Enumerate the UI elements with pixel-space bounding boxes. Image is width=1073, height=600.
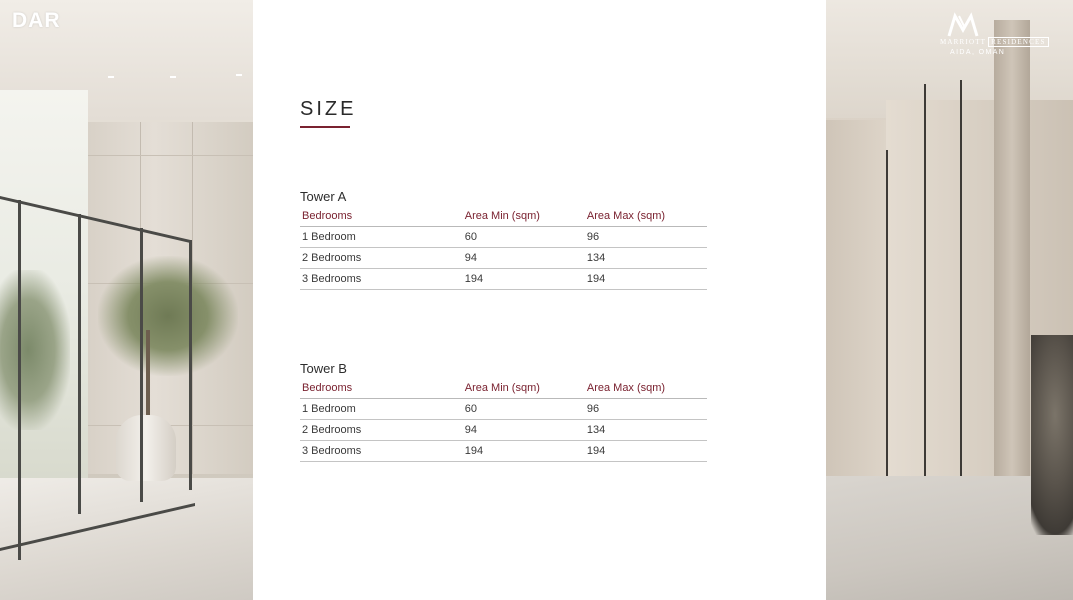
table-cell: 134: [585, 248, 707, 269]
table-cell: 60: [463, 227, 585, 248]
panel-seam: [924, 84, 926, 494]
table-row: [300, 227, 707, 248]
tower-b-title: Tower B: [300, 361, 347, 376]
marriott-residences-logo: [940, 10, 1068, 60]
olive-tree: [98, 256, 238, 376]
column-header: Bedrooms: [300, 206, 463, 227]
glass-railing-post: [18, 200, 21, 560]
column-header: Area Min (sqm): [463, 206, 585, 227]
right-interior-photo: [826, 0, 1073, 600]
page-title: SIZE: [300, 98, 357, 120]
column: [994, 20, 1030, 520]
outdoor-greenery: [0, 270, 70, 430]
table-cell: 2 Bedrooms: [300, 248, 463, 269]
table-row: [300, 248, 707, 269]
table-cell: 94: [463, 420, 585, 441]
planter-vase: [116, 415, 176, 481]
ceiling-light: [108, 76, 114, 78]
title-underline: [300, 126, 350, 128]
glass-railing-post: [78, 214, 81, 514]
ceiling-light: [236, 74, 242, 76]
table-cell: 3 Bedrooms: [300, 441, 463, 462]
back-wall: [826, 120, 886, 480]
wall-seam: [88, 155, 253, 156]
table-row: [300, 269, 707, 290]
stone-sculpture: [1031, 335, 1073, 535]
table-cell: 94: [463, 248, 585, 269]
tower-a-section: [300, 188, 707, 290]
column-header: Area Min (sqm): [463, 378, 585, 399]
tower-b-table: [300, 378, 707, 462]
table-cell: 194: [585, 441, 707, 462]
left-interior-photo: [0, 0, 253, 600]
column-header: Area Max (sqm): [585, 378, 707, 399]
table-cell: 2 Bedrooms: [300, 420, 463, 441]
table-cell: 194: [463, 269, 585, 290]
table-cell: 134: [585, 420, 707, 441]
table-cell: 96: [585, 399, 707, 420]
marriott-text: MARRIOTT: [940, 38, 987, 46]
panel-seam: [886, 150, 888, 480]
residences-text: RESIDENCES: [988, 37, 1048, 47]
marriott-brand-text: [940, 38, 1049, 46]
tower-a-table: [300, 206, 707, 290]
table-cell: 1 Bedroom: [300, 399, 463, 420]
table-row: [300, 420, 707, 441]
tower-a-title: Tower A: [300, 189, 347, 204]
column-header: Area Max (sqm): [585, 206, 707, 227]
table-header-row: [300, 378, 707, 399]
table-row: [300, 399, 707, 420]
column-header: Bedrooms: [300, 378, 463, 399]
table-cell: 194: [463, 441, 585, 462]
location-text: AIDA, OMAN: [950, 49, 1006, 56]
panel-seam: [960, 80, 962, 510]
dar-logo: DAR: [12, 9, 61, 32]
ceiling-light: [170, 76, 176, 78]
table-cell: 3 Bedrooms: [300, 269, 463, 290]
glass-railing-post: [189, 240, 192, 490]
tower-b-section: [300, 360, 707, 462]
table-cell: 96: [585, 227, 707, 248]
table-row: [300, 441, 707, 462]
marriott-m-icon: [945, 12, 981, 38]
table-cell: 60: [463, 399, 585, 420]
table-header-row: [300, 206, 707, 227]
table-cell: 194: [585, 269, 707, 290]
table-cell: 1 Bedroom: [300, 227, 463, 248]
tree-trunk: [146, 330, 150, 420]
glass-railing-post: [140, 228, 143, 502]
